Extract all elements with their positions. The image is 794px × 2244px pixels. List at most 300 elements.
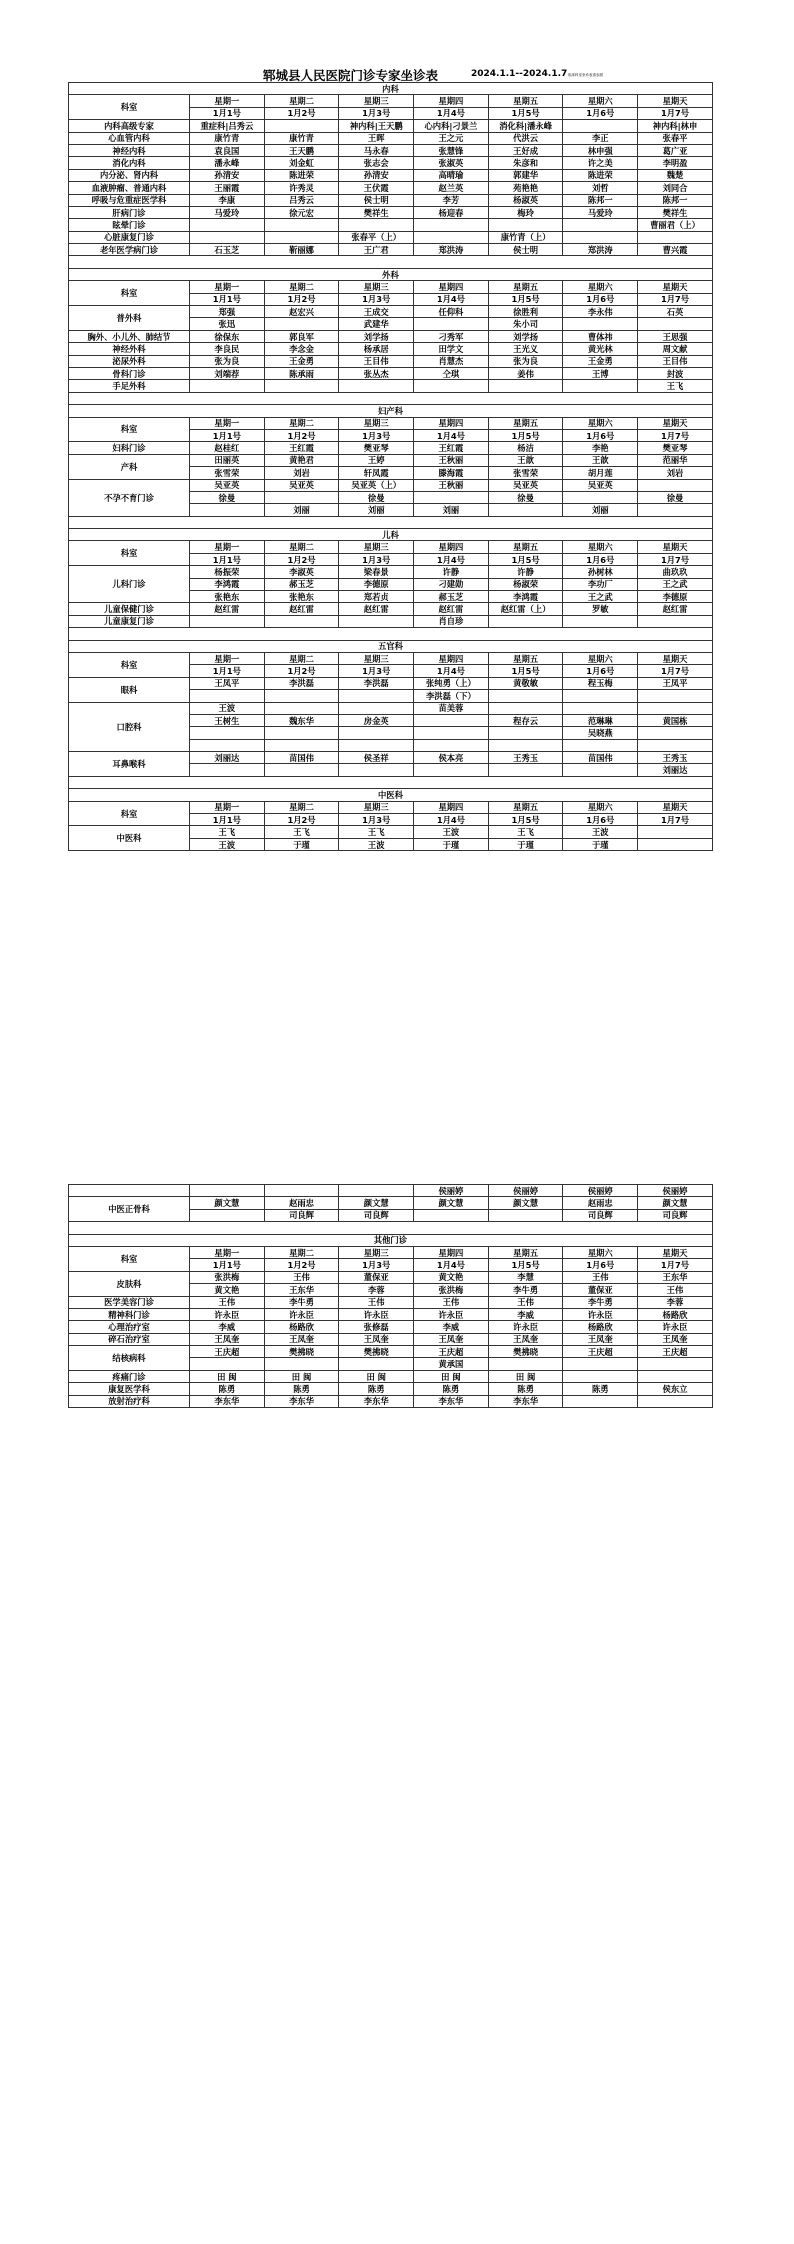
date-header: 1月4号 bbox=[414, 814, 489, 826]
blank-cell bbox=[69, 392, 713, 404]
weekday-header: 星期四 bbox=[414, 281, 489, 293]
schedule-cell: 李德原 bbox=[638, 591, 713, 603]
schedule-cell: 杨迎春 bbox=[414, 206, 489, 218]
schedule-cell bbox=[638, 1358, 713, 1370]
blank-cell bbox=[69, 256, 713, 268]
date-header: 1月2号 bbox=[264, 814, 339, 826]
date-header: 1月4号 bbox=[414, 1259, 489, 1271]
schedule-cell: 张丛杰 bbox=[339, 367, 414, 379]
schedule-cell: 赵红雷 bbox=[339, 603, 414, 615]
schedule-table-bottom bbox=[68, 1184, 713, 1408]
schedule-cell: 颜文慧 bbox=[190, 1197, 265, 1209]
schedule-cell: 王之元 bbox=[414, 132, 489, 144]
weekday-header: 星期四 bbox=[414, 1246, 489, 1258]
schedule-cell: 徐保东 bbox=[190, 330, 265, 342]
dept-cell: 神经内科 bbox=[69, 144, 190, 156]
schedule-cell: 于瑾 bbox=[414, 838, 489, 850]
table-row bbox=[69, 157, 713, 169]
schedule-cell: 陈勇 bbox=[563, 1383, 638, 1395]
schedule-cell: 张艳东 bbox=[190, 591, 265, 603]
schedule-cell: 王波 bbox=[563, 826, 638, 838]
schedule-cell: 朱彦和 bbox=[488, 157, 563, 169]
schedule-cell: 司良辉 bbox=[339, 1209, 414, 1221]
schedule-cell: 刁建勋 bbox=[414, 578, 489, 590]
schedule-cell: 张慧锋 bbox=[414, 144, 489, 156]
schedule-cell bbox=[190, 1209, 265, 1221]
schedule-cell: 杨淑荣 bbox=[488, 578, 563, 590]
schedule-cell: 于瑾 bbox=[264, 838, 339, 850]
date-header: 1月3号 bbox=[339, 553, 414, 565]
dept-cell: 中医正骨科 bbox=[69, 1197, 190, 1222]
schedule-cell: 张为良 bbox=[190, 355, 265, 367]
dept-header: 科室 bbox=[69, 541, 190, 566]
dept-header: 科室 bbox=[69, 652, 190, 677]
schedule-cell: 赵宏兴 bbox=[264, 306, 339, 318]
weekday-header: 星期五 bbox=[488, 801, 563, 813]
schedule-cell: 刘丽 bbox=[563, 504, 638, 516]
schedule-cell: 郑若贞 bbox=[339, 591, 414, 603]
weekday-header: 星期六 bbox=[563, 1246, 638, 1258]
schedule-cell: 魏楚 bbox=[638, 169, 713, 181]
dept-cell: 神经外科 bbox=[69, 343, 190, 355]
dept-cell: 泌尿外科 bbox=[69, 355, 190, 367]
schedule-cell: 李康 bbox=[190, 194, 265, 206]
date-header: 1月3号 bbox=[339, 429, 414, 441]
schedule-cell: 许永臣 bbox=[488, 1321, 563, 1333]
dept-cell: 医学美容门诊 bbox=[69, 1296, 190, 1308]
schedule-cell: 肖慧杰 bbox=[414, 355, 489, 367]
section-title-fuchan: 妇产科 bbox=[69, 405, 713, 417]
weekday-header: 星期五 bbox=[488, 281, 563, 293]
schedule-cell: 许静 bbox=[488, 566, 563, 578]
weekday-row bbox=[69, 281, 713, 293]
schedule-cell: 潘永峰 bbox=[190, 157, 265, 169]
schedule-cell: 郑洪涛 bbox=[414, 244, 489, 256]
schedule-cell: 曹体祎 bbox=[563, 330, 638, 342]
schedule-cell: 田 闽 bbox=[190, 1370, 265, 1382]
weekday-header: 星期五 bbox=[488, 541, 563, 553]
dept-cell: 皮肤科 bbox=[69, 1271, 190, 1296]
schedule-cell: 王之武 bbox=[563, 591, 638, 603]
schedule-cell: 颜文慧 bbox=[414, 1197, 489, 1209]
schedule-cell: 黄艳君 bbox=[264, 454, 339, 466]
date-header: 1月4号 bbox=[414, 293, 489, 305]
schedule-cell: 魏东华 bbox=[264, 714, 339, 726]
schedule-cell: 王飞 bbox=[264, 826, 339, 838]
schedule-cell: 梁春景 bbox=[339, 566, 414, 578]
schedule-cell: 武建华 bbox=[339, 318, 414, 330]
weekday-header: 星期二 bbox=[264, 417, 339, 429]
dept-cell: 精神科门诊 bbox=[69, 1308, 190, 1320]
schedule-cell bbox=[563, 231, 638, 243]
schedule-cell: 张春平（上） bbox=[339, 231, 414, 243]
schedule-cell: 肖自珍 bbox=[414, 615, 489, 627]
schedule-cell bbox=[190, 690, 265, 702]
schedule-cell bbox=[264, 702, 339, 714]
table-row bbox=[69, 442, 713, 454]
dept-cell: 骨科门诊 bbox=[69, 367, 190, 379]
schedule-cell: 王秀玉 bbox=[638, 752, 713, 764]
weekday-header: 星期四 bbox=[414, 541, 489, 553]
schedule-cell bbox=[563, 491, 638, 503]
schedule-cell: 石英 bbox=[638, 306, 713, 318]
schedule-cell: 王飞 bbox=[488, 826, 563, 838]
weekday-header: 星期一 bbox=[190, 281, 265, 293]
schedule-cell: 许永臣 bbox=[414, 1308, 489, 1320]
blank-row bbox=[69, 516, 713, 528]
schedule-cell: 李慧 bbox=[488, 1271, 563, 1283]
schedule-cell: 房金英 bbox=[339, 714, 414, 726]
schedule-cell: 侯士明 bbox=[488, 244, 563, 256]
weekday-header: 星期天 bbox=[638, 281, 713, 293]
schedule-cell bbox=[190, 231, 265, 243]
dept-cell: 儿童康复门诊 bbox=[69, 615, 190, 627]
schedule-cell: 李良民 bbox=[190, 343, 265, 355]
schedule-cell: 王飞 bbox=[190, 826, 265, 838]
schedule-cell: 赵红雷 bbox=[190, 603, 265, 615]
schedule-cell: 李永伟 bbox=[563, 306, 638, 318]
weekday-header: 星期六 bbox=[563, 801, 638, 813]
weekday-header: 星期三 bbox=[339, 541, 414, 553]
weekday-header: 星期四 bbox=[414, 95, 489, 107]
weekday-header: 星期一 bbox=[190, 1246, 265, 1258]
schedule-cell: 田 闽 bbox=[264, 1370, 339, 1382]
schedule-cell: 王凤奎 bbox=[190, 1333, 265, 1345]
schedule-cell bbox=[563, 690, 638, 702]
schedule-cell bbox=[638, 727, 713, 739]
schedule-cell: 王歆 bbox=[563, 454, 638, 466]
schedule-cell: 樊亚琴 bbox=[638, 442, 713, 454]
schedule-cell: 李牛勇 bbox=[488, 1284, 563, 1296]
schedule-cell: 王红霞 bbox=[264, 442, 339, 454]
schedule-cell: 张雪荣 bbox=[190, 467, 265, 479]
weekday-header: 星期三 bbox=[339, 281, 414, 293]
date-header: 1月5号 bbox=[488, 814, 563, 826]
schedule-cell: 许之美 bbox=[563, 157, 638, 169]
blank-cell bbox=[69, 776, 713, 788]
table-row bbox=[69, 1185, 713, 1197]
weekday-header: 星期三 bbox=[339, 801, 414, 813]
dept-cell: 康复医学科 bbox=[69, 1383, 190, 1395]
schedule-cell: 王光义 bbox=[488, 343, 563, 355]
schedule-cell bbox=[190, 727, 265, 739]
schedule-cell: 王波 bbox=[190, 838, 265, 850]
table-row bbox=[69, 219, 713, 231]
schedule-cell: 陈进荣 bbox=[264, 169, 339, 181]
schedule-cell: 李蓉 bbox=[339, 1284, 414, 1296]
weekday-header: 星期五 bbox=[488, 95, 563, 107]
schedule-cell: 程玉梅 bbox=[563, 677, 638, 689]
table-row bbox=[69, 194, 713, 206]
schedule-cell: 杨路欣 bbox=[563, 1321, 638, 1333]
schedule-cell: 王波 bbox=[339, 838, 414, 850]
schedule-cell bbox=[563, 1395, 638, 1407]
table-row bbox=[69, 1308, 713, 1320]
date-header: 1月5号 bbox=[488, 107, 563, 119]
weekday-row bbox=[69, 541, 713, 553]
weekday-header: 星期四 bbox=[414, 801, 489, 813]
section-title-erke: 儿科 bbox=[69, 529, 713, 541]
schedule-cell: 许永臣 bbox=[339, 1308, 414, 1320]
schedule-cell: 张纯勇（上） bbox=[414, 677, 489, 689]
date-header: 1月1号 bbox=[190, 665, 265, 677]
schedule-cell: 赵桂红 bbox=[190, 442, 265, 454]
schedule-cell: 李洪磊 bbox=[339, 677, 414, 689]
date-header: 1月5号 bbox=[488, 553, 563, 565]
blank-cell bbox=[69, 628, 713, 640]
schedule-cell: 司良辉 bbox=[264, 1209, 339, 1221]
dept-cell: 血液肿瘤、普通内科 bbox=[69, 182, 190, 194]
schedule-cell: 王东华 bbox=[264, 1284, 339, 1296]
dept-header: 科室 bbox=[69, 281, 190, 306]
schedule-cell bbox=[190, 615, 265, 627]
date-header: 1月6号 bbox=[563, 107, 638, 119]
schedule-cell bbox=[488, 219, 563, 231]
schedule-cell bbox=[190, 219, 265, 231]
schedule-cell: 王庆超 bbox=[190, 1346, 265, 1358]
schedule-cell bbox=[638, 826, 713, 838]
dept-cell: 结核病科 bbox=[69, 1346, 190, 1371]
table-row bbox=[69, 1321, 713, 1333]
schedule-cell: 康竹青 bbox=[264, 132, 339, 144]
schedule-cell: 神内科|王天鹏 bbox=[339, 120, 414, 132]
schedule-cell: 王波 bbox=[414, 826, 489, 838]
schedule-cell bbox=[638, 702, 713, 714]
table-row bbox=[69, 380, 713, 392]
schedule-cell: 刘丽 bbox=[264, 504, 339, 516]
schedule-cell bbox=[638, 690, 713, 702]
schedule-cell: 刘哲 bbox=[563, 182, 638, 194]
schedule-cell bbox=[264, 219, 339, 231]
schedule-cell: 郭建华 bbox=[488, 169, 563, 181]
schedule-table-top bbox=[68, 82, 713, 851]
schedule-cell bbox=[414, 219, 489, 231]
schedule-cell: 王伟 bbox=[264, 1271, 339, 1283]
schedule-cell: 杨洁 bbox=[488, 442, 563, 454]
schedule-cell bbox=[190, 1358, 265, 1370]
dept-cell: 呼吸与危重症医学科 bbox=[69, 194, 190, 206]
schedule-cell: 李念金 bbox=[264, 343, 339, 355]
section-title-qita: 其他门诊 bbox=[69, 1234, 713, 1246]
date-header: 1月3号 bbox=[339, 293, 414, 305]
weekday-row bbox=[69, 417, 713, 429]
section-header-row bbox=[69, 83, 713, 95]
page-title: 郓城县人民医院门诊专家坐诊表 bbox=[263, 68, 439, 83]
schedule-cell: 王丽霞 bbox=[190, 182, 265, 194]
schedule-cell: 侯士明 bbox=[339, 194, 414, 206]
schedule-cell: 王飞 bbox=[638, 380, 713, 392]
table-row bbox=[69, 615, 713, 627]
weekday-header: 星期三 bbox=[339, 1246, 414, 1258]
schedule-cell: 代洪云 bbox=[488, 132, 563, 144]
table-row bbox=[69, 1197, 713, 1209]
schedule-cell: 赵红雷 bbox=[638, 603, 713, 615]
schedule-cell: 颜文慧 bbox=[488, 1197, 563, 1209]
schedule-cell bbox=[414, 231, 489, 243]
schedule-cell: 张洪梅 bbox=[414, 1284, 489, 1296]
schedule-cell: 王凤奎 bbox=[563, 1333, 638, 1345]
date-header: 1月4号 bbox=[414, 429, 489, 441]
schedule-cell bbox=[414, 714, 489, 726]
dept-cell: 放射治疗科 bbox=[69, 1395, 190, 1407]
schedule-cell bbox=[488, 380, 563, 392]
schedule-cell: 樊祥生 bbox=[638, 206, 713, 218]
schedule-cell: 徐胜利 bbox=[488, 306, 563, 318]
schedule-cell: 王歆 bbox=[488, 454, 563, 466]
schedule-cell: 赵红雷（上） bbox=[488, 603, 563, 615]
dept-cell: 内分泌、肾内科 bbox=[69, 169, 190, 181]
schedule-cell: 黄文艳 bbox=[190, 1284, 265, 1296]
date-header: 1月7号 bbox=[638, 429, 713, 441]
weekday-header: 星期天 bbox=[638, 417, 713, 429]
small-note: 临床科室坐诊表请参照 bbox=[568, 73, 603, 77]
dept-cell: 儿科门诊 bbox=[69, 566, 190, 603]
weekday-header: 星期二 bbox=[264, 281, 339, 293]
schedule-cell bbox=[414, 764, 489, 776]
table-row bbox=[69, 355, 713, 367]
schedule-cell bbox=[190, 764, 265, 776]
schedule-cell: 于瑾 bbox=[563, 838, 638, 850]
schedule-cell: 王博 bbox=[563, 367, 638, 379]
schedule-cell: 张为良 bbox=[488, 355, 563, 367]
schedule-cell: 许永臣 bbox=[563, 1308, 638, 1320]
schedule-cell bbox=[638, 739, 713, 751]
schedule-cell: 徐曼 bbox=[638, 491, 713, 503]
schedule-cell: 颜文慧 bbox=[638, 1197, 713, 1209]
date-header: 1月3号 bbox=[339, 665, 414, 677]
schedule-cell: 王秋丽 bbox=[414, 479, 489, 491]
schedule-cell: 黄敬敏 bbox=[488, 677, 563, 689]
schedule-cell bbox=[414, 318, 489, 330]
schedule-cell: 李牛勇 bbox=[563, 1296, 638, 1308]
schedule-cell: 许永臣 bbox=[638, 1321, 713, 1333]
schedule-cell: 田 闽 bbox=[488, 1370, 563, 1382]
weekday-header: 星期六 bbox=[563, 417, 638, 429]
schedule-cell: 杨承居 bbox=[339, 343, 414, 355]
weekday-header: 星期二 bbox=[264, 95, 339, 107]
schedule-cell bbox=[264, 231, 339, 243]
blank-row bbox=[69, 256, 713, 268]
schedule-cell: 侯东立 bbox=[638, 1383, 713, 1395]
schedule-cell: 黄文艳 bbox=[414, 1271, 489, 1283]
schedule-cell: 王凤奎 bbox=[339, 1333, 414, 1345]
date-header: 1月1号 bbox=[190, 293, 265, 305]
date-header: 1月7号 bbox=[638, 293, 713, 305]
schedule-cell: 王金勇 bbox=[264, 355, 339, 367]
schedule-cell: 李蓉 bbox=[638, 1296, 713, 1308]
schedule-cell: 王波 bbox=[190, 702, 265, 714]
schedule-cell: 王天鹏 bbox=[264, 144, 339, 156]
schedule-cell bbox=[563, 1358, 638, 1370]
table-row bbox=[69, 206, 713, 218]
schedule-cell: 王伟 bbox=[488, 1296, 563, 1308]
schedule-cell: 吴亚英（上） bbox=[339, 479, 414, 491]
schedule-cell: 陈勇 bbox=[264, 1383, 339, 1395]
schedule-cell: 王红霞 bbox=[414, 442, 489, 454]
schedule-cell: 王成交 bbox=[339, 306, 414, 318]
schedule-cell: 曹兴霞 bbox=[638, 244, 713, 256]
date-header: 1月3号 bbox=[339, 1259, 414, 1271]
table-row bbox=[69, 330, 713, 342]
weekday-header: 星期天 bbox=[638, 652, 713, 664]
schedule-cell: 吕秀云 bbox=[264, 194, 339, 206]
schedule-cell bbox=[264, 690, 339, 702]
schedule-cell: 王凤奎 bbox=[414, 1333, 489, 1345]
section-header-row bbox=[69, 529, 713, 541]
date-header: 1月6号 bbox=[563, 293, 638, 305]
schedule-cell bbox=[190, 504, 265, 516]
date-header: 1月7号 bbox=[638, 553, 713, 565]
schedule-cell bbox=[638, 615, 713, 627]
schedule-cell: 赵兰英 bbox=[414, 182, 489, 194]
schedule-cell bbox=[563, 219, 638, 231]
schedule-cell bbox=[563, 615, 638, 627]
blank-cell bbox=[69, 516, 713, 528]
schedule-cell bbox=[488, 764, 563, 776]
schedule-cell: 任仰科 bbox=[414, 306, 489, 318]
schedule-cell: 苗国伟 bbox=[264, 752, 339, 764]
schedule-cell: 周文献 bbox=[638, 343, 713, 355]
schedule-cell bbox=[488, 702, 563, 714]
schedule-cell: 侯丽婷 bbox=[563, 1185, 638, 1197]
schedule-cell: 王东华 bbox=[638, 1271, 713, 1283]
dept-header: 科室 bbox=[69, 801, 190, 826]
date-header: 1月1号 bbox=[190, 553, 265, 565]
dept-cell: 心脏康复门诊 bbox=[69, 231, 190, 243]
table-row bbox=[69, 1395, 713, 1407]
weekday-header: 星期天 bbox=[638, 1246, 713, 1258]
table-row bbox=[69, 1333, 713, 1345]
schedule-cell: 刘学扬 bbox=[488, 330, 563, 342]
schedule-cell: 侯本亮 bbox=[414, 752, 489, 764]
schedule-cell: 吴亚英 bbox=[264, 479, 339, 491]
schedule-cell: 赵雨忠 bbox=[264, 1197, 339, 1209]
schedule-cell: 吴晓燕 bbox=[563, 727, 638, 739]
schedule-cell: 李洪磊 bbox=[264, 677, 339, 689]
date-header: 1月6号 bbox=[563, 665, 638, 677]
schedule-cell: 李淑英 bbox=[264, 566, 339, 578]
schedule-cell bbox=[339, 739, 414, 751]
schedule-cell: 靳丽娜 bbox=[264, 244, 339, 256]
schedule-cell: 司良辉 bbox=[563, 1209, 638, 1221]
schedule-cell bbox=[190, 380, 265, 392]
schedule-cell: 仝琪 bbox=[414, 367, 489, 379]
dept-cell: 耳鼻喉科 bbox=[69, 752, 190, 777]
weekday-header: 星期一 bbox=[190, 417, 265, 429]
schedule-cell: 赵雨忠 bbox=[563, 1197, 638, 1209]
schedule-cell: 张雪荣 bbox=[488, 467, 563, 479]
weekday-header: 星期天 bbox=[638, 801, 713, 813]
date-header: 1月5号 bbox=[488, 429, 563, 441]
schedule-cell: 袁良国 bbox=[190, 144, 265, 156]
weekday-header: 星期三 bbox=[339, 417, 414, 429]
schedule-cell: 朱小司 bbox=[488, 318, 563, 330]
section-header-row bbox=[69, 1234, 713, 1246]
weekday-header: 星期六 bbox=[563, 541, 638, 553]
date-header: 1月6号 bbox=[563, 553, 638, 565]
schedule-cell bbox=[339, 219, 414, 231]
schedule-cell: 王伟 bbox=[339, 1296, 414, 1308]
table-row bbox=[69, 367, 713, 379]
weekday-header: 星期四 bbox=[414, 417, 489, 429]
table-row bbox=[69, 244, 713, 256]
schedule-cell: 封波 bbox=[638, 367, 713, 379]
schedule-cell bbox=[488, 727, 563, 739]
weekday-row bbox=[69, 801, 713, 813]
date-header: 1月4号 bbox=[414, 553, 489, 565]
schedule-cell: 刘丽达 bbox=[638, 764, 713, 776]
schedule-cell bbox=[488, 615, 563, 627]
